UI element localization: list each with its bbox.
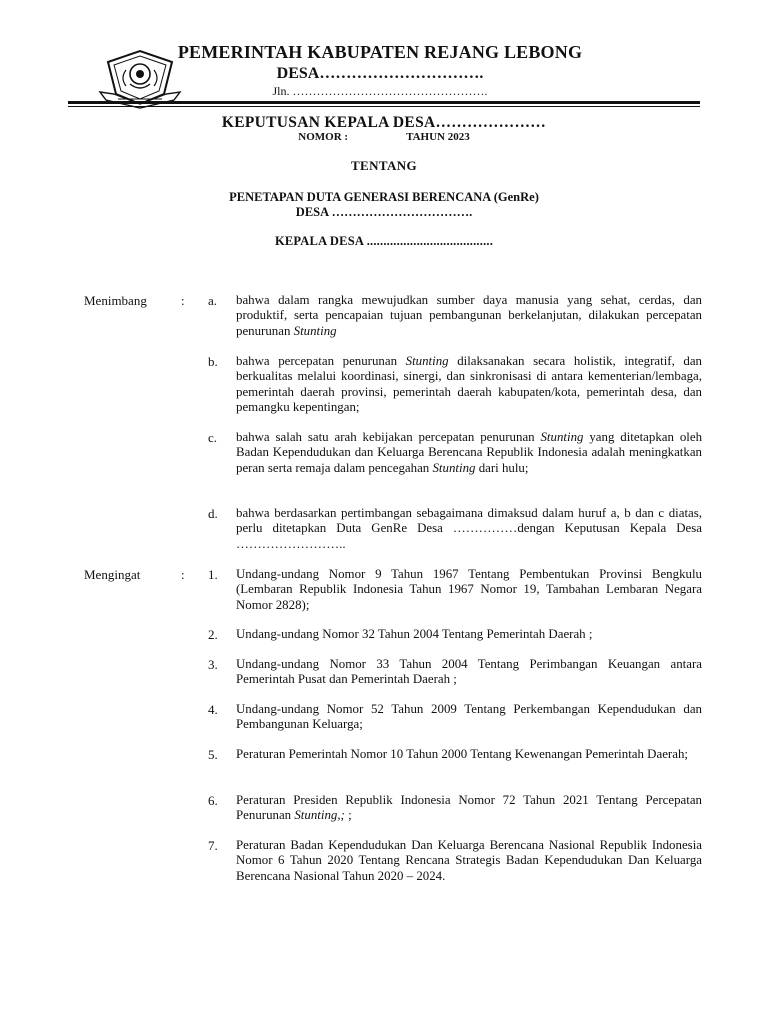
decree-number-line — [100, 131, 668, 143]
recalling-item-4-marker: 4. — [208, 702, 218, 717]
recalling-item-3-marker: 3. — [208, 657, 218, 672]
recalling-label: Mengingat — [84, 567, 141, 582]
considering-colon: : — [181, 293, 185, 308]
considering-label: Menimbang — [84, 293, 147, 308]
considering-item-c-marker: c. — [208, 430, 218, 445]
recalling-item-7-marker: 7. — [208, 838, 218, 853]
stunting-term: Stunting — [432, 460, 476, 475]
recalling-item-5-text: Peraturan Pemerintah Nomor 10 Tahun 2000 Tentang Kewenangan Pemerintah Daerah; — [236, 747, 688, 761]
government-title: PEMERINTAH KABUPATEN REJANG LEBONG — [177, 42, 583, 62]
stunting-term: Stunting — [405, 354, 449, 368]
recalling-item-2-marker: 2. — [208, 627, 218, 642]
considering-item-c-text: bahwa salah satu arah kebijakan percepatan penurunan Stunting yang ditetapkan oleh Badan Kependudukan dan Keluarga Berencana Republik Indonesia adalah meningkatkan peran serta remaja dalam pencegahan Stunting dari hulu; — [236, 430, 703, 475]
considering-item-d-text: bahwa berdasarkan pertimbangan sebagaimana dimaksud dalam huruf a, b dan c diatas, perlu ditetapkan Duta GenRe Desa ……………dengan Keputusan Kepala Desa …………………….. — [236, 506, 702, 551]
recalling-item-2-text: Undang-undang Nomor 32 Tahun 2004 Tentang Pemerintah Daerah ; — [236, 627, 593, 641]
considering-item-d-marker: d. — [208, 506, 218, 521]
recalling-item-6-marker: 6. — [208, 793, 218, 808]
considering-item-a-marker: a. — [208, 293, 218, 308]
recalling-item-6-text: Peraturan Presiden Republik Indonesia Nomor 72 Tahun 2021 Tentang Percepatan Penurunan Stunting,; ; — [236, 793, 702, 823]
subject-line-1: PENETAPAN DUTA GENERASI BERENCANA (GenRe) — [229, 190, 539, 204]
subject-line-2: DESA ……………………………. — [295, 205, 473, 219]
village-head-title: KEPALA DESA ...................................... — [274, 234, 494, 248]
recalling-item-1-marker: 1. — [208, 567, 218, 582]
recalling-colon: : — [181, 567, 185, 582]
year-label: TAHUN 2023 — [406, 131, 470, 143]
decree-title: KEPUTUSAN KEPALA DESA………………… — [221, 114, 547, 131]
considering-item-b-text: bahwa percepatan penurunan Stunting dilaksanakan secara holistik, integratif, dan berkualitas melalui koordinasi, sinergi, dan sinkronisasi di antara kementerian/lembaga, pemerintah daerah provinsi, pemerintah daerah kabupaten/kota, pemerintah desa, dan pemangku kepentingan; — [236, 354, 702, 414]
recalling-item-7-text: Peraturan Badan Kependudukan Dan Keluarga Berencana Nasional Republik Indonesia Nomor 6 Tahun 2020 Tentang Rencana Strategis Badan Kependudukan Dan Keluarga Berencana Nasional Tahun 2020 – 2024. — [236, 838, 702, 883]
address-line: Jln. …………………………………………. — [272, 84, 488, 98]
stunting-term: Stunting — [293, 323, 337, 338]
recalling-item-5-marker: 5. — [208, 747, 218, 762]
considering-item-b-marker: b. — [208, 354, 218, 369]
village-name-line: DESA…………………………. — [276, 65, 484, 82]
letterhead-divider-thick — [68, 101, 700, 104]
recalling-item-1-text: Undang-undang Nomor 9 Tahun 1967 Tentang Pembentukan Provinsi Bengkulu (Lembaran Republik Indonesia Tahun 1967 Nomor 19, Tambahan Lembaran Negara Nomor 2828); — [236, 567, 702, 612]
stunting-term: Stunting — [540, 430, 584, 444]
recalling-item-4-text: Undang-undang Nomor 52 Tahun 2009 Tentang Perkembangan Kependudukan dan Pembangunan Keluarga; — [236, 702, 702, 732]
number-label: NOMOR : — [298, 131, 349, 143]
considering-item-a-text: bahwa dalam rangka mewujudkan sumber daya manusia yang sehat, cerdas, dan produktif, serta pencapaian tujuan pembangunan berkelanjutan, dilakukan percepatan penurunan Stunting — [236, 293, 702, 338]
letterhead-divider-thin — [68, 106, 700, 107]
stunting-term: Stunting,; — [294, 808, 345, 823]
about-heading: TENTANG — [350, 158, 418, 173]
recalling-item-3-text: Undang-undang Nomor 33 Tahun 2004 Tentang Perimbangan Keuangan antara Pemerintah Pusat dan Pemerintah Daerah ; — [236, 657, 702, 687]
